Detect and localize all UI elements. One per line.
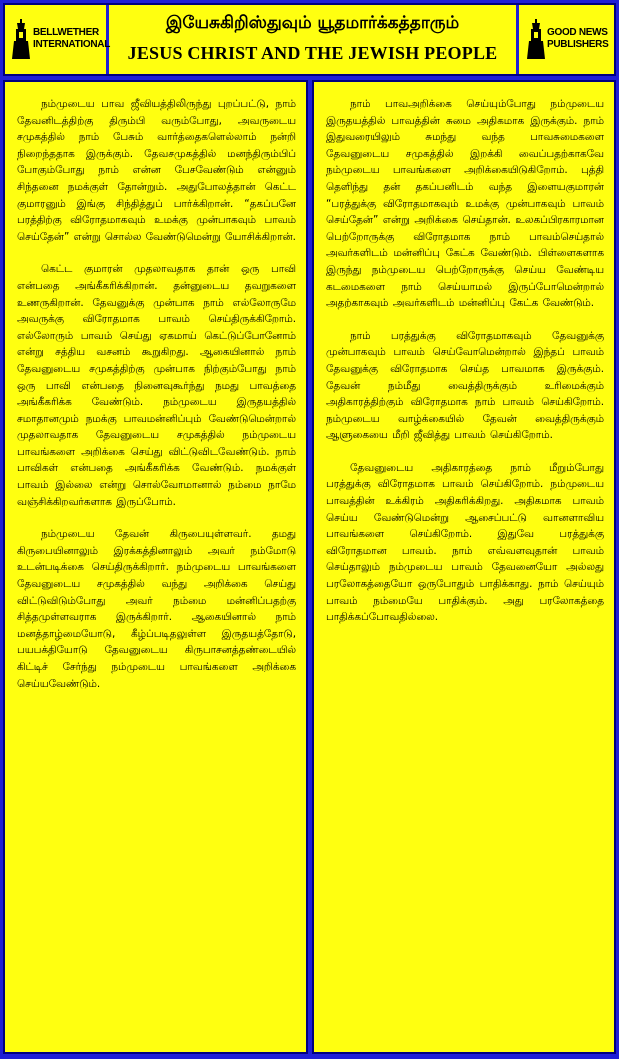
- header-banner: [3, 3, 616, 76]
- left-logo-line-1: BELLWETHER: [33, 27, 99, 38]
- title-english: JESUS CHRIST AND THE JEWISH PEOPLE: [127, 43, 498, 63]
- title-tamil: இயேசுகிறிஸ்துவும் யூதமார்க்கத்தாரும்: [165, 13, 460, 33]
- bell-tower-icon: [11, 19, 33, 59]
- bell-tower-icon: [527, 19, 547, 59]
- article-body: [3, 78, 616, 1056]
- right-column: [312, 80, 616, 1054]
- title-block: [112, 5, 513, 74]
- paragraph: தேவனுடைய அதிகாரத்தை நாம் மீறும்போது பரத்துக்கு விரோதமாக பாவம் செய்கிறோம். நம்முடைய பாவத்தின் உக்கிரம் அதிகரிக்கிறது. அதிகமாக பாவம் செய்ய வேண்டுமென்று ஆசைப்பட்டு வானளாவிய பாவங்களை செய்கிறோம். இதுவே பரத்துக்கு விரோதமான பாவம். நாம் எவ்வளவுதான் பாவம் செய்தாலும் நம்முடைய பாவம் தேவனையோ அல்லது பரலோகத்தையோ ஒருபோதும் பாதிக்காது. நாம் செய்யும் பாவம் நம்மையே பாதிக்கும். அது பரலோகத்தை பாதிக்கப்போவதில்லை.: [326, 461, 604, 624]
- left-logo-line-2: INTERNATIONAL: [33, 39, 111, 50]
- paragraph: நம்முடைய தேவன் கிருபையுள்ளவர். தமது கிருபையினாலும் இரக்கத்தினாலும் அவர் நம்மோடு உடன்படிக்கை செய்திருக்கிறார். நம்முடைய பாவங்களை தேவனுடைய சமுகத்தில் வந்து அறிக்கை செய்து விட்டுவிடும்போது அவர் நம்மை மன்னிப்பதற்கு சித்தமுள்ளவராக இருக்கிறார். ஆகையினால் நாம் மனத்தாழ்மையோடு, கீழ்ப்படிதலுள்ள இருதயத்தோடு, பயபக்தியோடு தேவனுடைய கிருபாசனத்தண்டையில் கிட்டிச் சேர்ந்து நம்முடைய பாவங்களை அறிக்கை செய்யவேண்டும்.: [17, 528, 296, 690]
- right-logo-text: [547, 27, 608, 51]
- left-column: [3, 80, 308, 1054]
- right-logo-line-2: PUBLISHERS: [547, 39, 609, 50]
- left-logo-text: [33, 27, 110, 51]
- paragraph: கெட்ட குமாரன் முதலாவதாக தான் ஒரு பாவி என்பதை அங்கீகரிக்கிறான். தன்னுடைய தவறுகளை உணருகிறான். தேவனுக்கு முன்பாக நாம் எல்லோருமே அவருக்கு விரோதமாக பாவம் செய்திருக்கிறோம். எல்லோரும் பாவம் செய்து ஏகமாய் கெட்டுப்போனோம் என்று சத்திய வசனம் கூறுகிறது. ஆகையினால் நாம் தேவனுடைய சமுகத்திற்கு முன்பாக நிற்கும்போது நாம் ஒரு பாவி என்பதை நினைவுகூர்ந்து நமது பாவத்தை அங்கீகரிக்க வேண்டும். நம்முடைய இருதயத்தில் சமாதானமும் நமக்கு பாவமன்னிப்பும் வேண்டுமென்றால் முதலாவதாக தேவனுடைய சமுகத்தில் நம்முடைய பாவங்களை அறிக்கை செய்து விட்டுவிடவேண்டும். நாம் பாவிகள் என்பதை அங்கீகரிக்க வேண்டும். நமக்குள் பாவம் இல்லை என்று சொல்வோமானால் நம்மை நாமே வஞ்சிக்கிறவர்களாக இருப்போம்.: [17, 263, 296, 508]
- bellwether-logo: [5, 5, 109, 74]
- paragraph: நாம் பரத்துக்கு விரோதமாகவும் தேவனுக்கு முன்பாகவும் பாவம் செய்வோமென்றால் இந்தப் பாவம் தேவனுக்கு விரோதமாக செய்த பாவமாக இருக்கும். தேவன் நம்மீது வைத்திருக்கும் உரிமைக்கும் அதிகாரத்திற்கும் விரோதமாக நாம் பாவம் செய்கிறோம். நம்முடைய வாழ்க்கையில் தேவன் வைத்திருக்கும் ஆளுகையை மீறி ஜீவித்து பாவம் செய்கிறோம்.: [326, 329, 604, 442]
- paragraph: நம்முடைய பாவ ஜீவியத்திலிருந்து புறப்பட்டு, நாம் தேவனிடத்திற்கு திரும்பி வரும்போது, அவருடைய சமுகத்தில் நாம் பேசும் வார்த்தைகளெல்லாம் நன்றி நிறைந்ததாக இருக்கும். தேவசமுகத்தில் மனந்திரும்பிப் போகும்போது நாம் என்ன பேசவேண்டும் என்னும் சிந்தனை நமக்குள் தோன்றும். அதுபோலத்தான் கெட்ட குமாரனும் இங்கு சிந்தித்துப் பார்க்கிறான். “தகப்பனே பரத்திற்கு விரோதமாகவும் உமக்கு முன்பாகவும் பாவம் செய்தேன்” என்று சொல்ல வேண்டுமென்று யோசிக்கிறான்.: [17, 98, 296, 243]
- good-news-logo: [516, 5, 614, 74]
- paragraph: நாம் பாவஅறிக்கை செய்யும்போது நம்முடைய இருதயத்தில் பாவத்தின் சுமை அதிகமாக இருக்கும். நாம் இதுவரையிலும் சுமந்து வந்த பாவசுமைகளை தேவனுடைய சமுகத்தில் இறக்கி வைப்பதற்காகவே நம்முடைய பாவங்களை அறிக்கையிடுகிறோம். புத்தி தெளிந்து தன் தகப்பனிடம் வந்த இளையகுமாரன் “பரத்துக்கு விரோதமாகவும் உமக்கு முன்பாகவும் பாவம் செய்தேன்” என்று அறிக்கை செய்தான். உலகப்பிரகாரமான பெற்றோருக்கு விரோதமாக நாம் பாவம்செய்தால் அவர்களிடம் மன்னிப்பு கேட்க வேண்டும். பிள்ளைகளாக இருந்து நம்முடைய பெற்றோருக்கு செய்ய வேண்டிய கடமைகளை நாம் செய்யாமல் இருப்போமென்றால் அதற்காகவும் அவர்களிடம் மன்னிப்பு கேட்க வேண்டும்.: [326, 98, 604, 310]
- right-logo-line-1: GOOD NEWS: [547, 27, 608, 38]
